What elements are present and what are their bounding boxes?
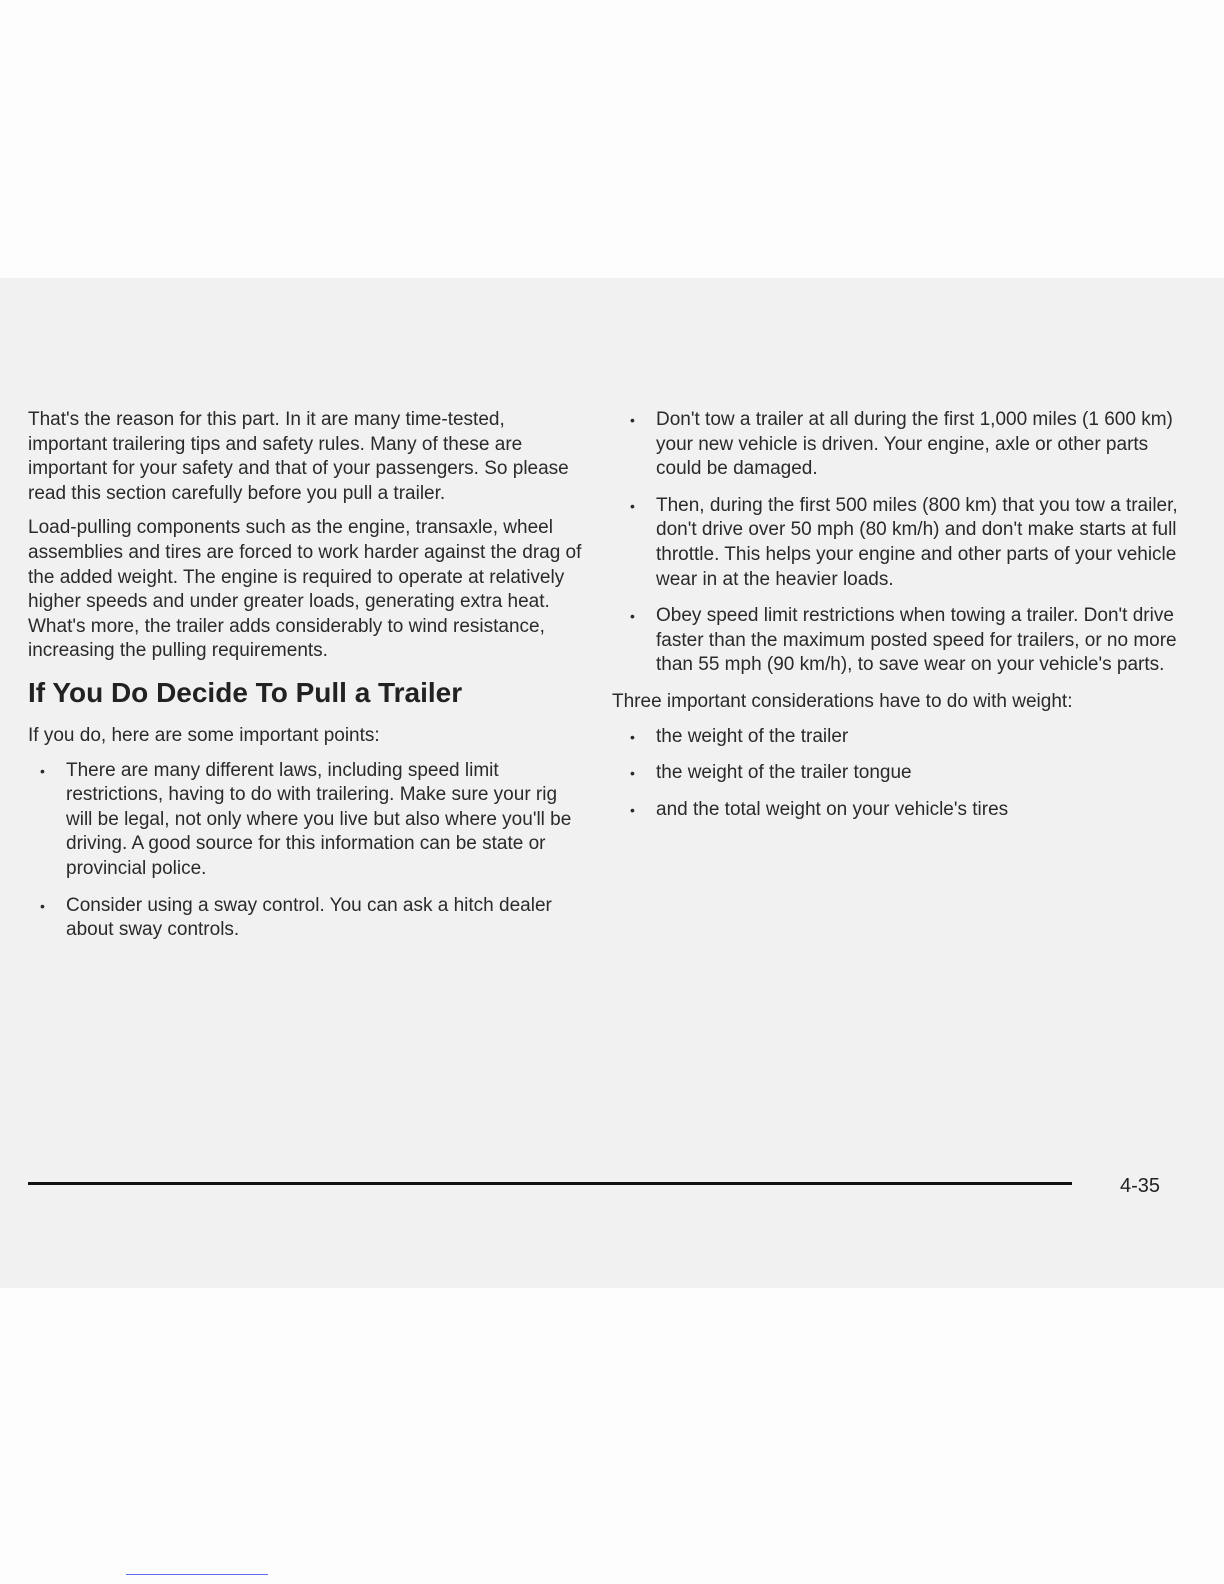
list-item-text: and the total weight on your vehicle's tires <box>656 798 1009 820</box>
intro-paragraph: Load-pulling components such as the engine, transaxle, wheel assemblies and tires are forced to work harder against the drag of the added weight. The engine is required to operate at relatively higher speeds and under greater loads, generating extra heat. What's more, the trailer adds considerably to wind resistance, increasing the pulling requirements. <box>28 517 582 662</box>
section-intro: If you do, here are some important points: <box>28 724 380 746</box>
list-item-text: Don't tow a trailer at all during the first 1,000 miles (1 600 km) your new vehicle is driven. Your engine, axle or other parts could be damaged. <box>656 409 1173 480</box>
list-item-text: Obey speed limit restrictions when towing a trailer. Don't drive faster than the maximum posted speed for trailers, or no more than 55 mph (90 km/h), to save wear on your vehicle's parts. <box>656 605 1177 676</box>
section-heading: If You Do Decide To Pull a Trailer <box>28 676 463 708</box>
bullet-icon: • <box>630 497 635 514</box>
weight-bullet-list <box>618 725 1178 823</box>
list-item-text: Consider using a sway control. You can ask a hitch dealer about sway controls. <box>66 894 552 941</box>
weight-intro: Three important considerations have to do with weight: <box>612 690 1073 712</box>
list-item <box>618 408 1178 482</box>
list-item <box>618 798 1178 823</box>
bullet-icon: • <box>40 897 45 914</box>
list-item <box>28 894 588 943</box>
list-item <box>618 725 1178 750</box>
list-item-text: the weight of the trailer tongue <box>656 762 912 784</box>
bullet-icon: • <box>40 762 45 779</box>
bullet-icon: • <box>630 765 635 782</box>
page-number: 4-35 <box>1120 1175 1161 1197</box>
bullet-icon: • <box>630 608 635 625</box>
list-item-text: the weight of the trailer <box>656 725 849 747</box>
bottom-link-underline <box>126 1574 268 1575</box>
right-column <box>612 408 1178 834</box>
bullet-list <box>618 408 1178 678</box>
list-item <box>618 494 1178 592</box>
left-column <box>28 408 588 955</box>
list-item-text: Then, during the first 500 miles (800 km) that you tow a trailer, don't drive over 50 mph (80 km/h) and don't make starts at full throttle. This helps your engine and other parts of your vehicle wear in at the heavier loads. <box>656 494 1178 590</box>
bullet-icon: • <box>630 801 635 818</box>
list-item <box>618 604 1178 678</box>
list-item-text: There are many different laws, including speed limit restrictions, having to do with trailering. Make sure your rig will be legal, not only where you live but also where you'll be driving. A good source for this information can be state or provincial police. <box>66 759 572 879</box>
bullet-list <box>28 759 588 943</box>
list-item <box>28 759 588 882</box>
list-item <box>618 761 1178 786</box>
footer-divider <box>28 1182 1072 1185</box>
intro-paragraph: That's the reason for this part. In it are many time-tested, important trailering tips and safety rules. Many of these are important for your safety and that of your passengers. So please read this section carefully before you pull a trailer. <box>28 409 569 504</box>
bullet-icon: • <box>630 728 635 745</box>
bullet-icon: • <box>630 412 635 428</box>
